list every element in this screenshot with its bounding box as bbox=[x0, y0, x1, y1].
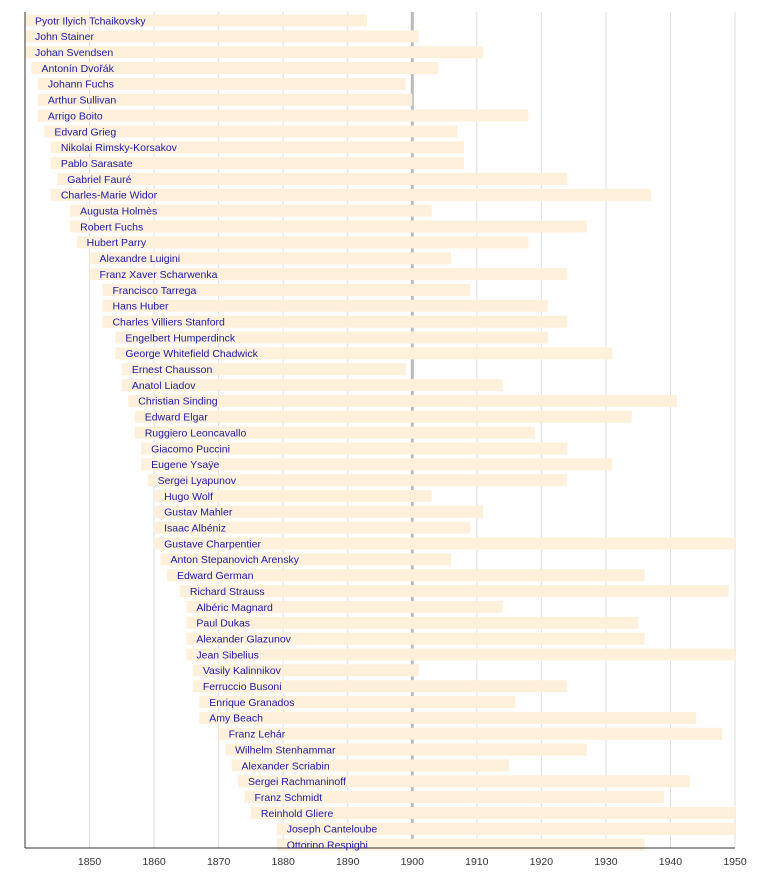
lifespan-bar bbox=[199, 712, 696, 724]
x-tick-label: 1900 bbox=[400, 856, 424, 868]
composer-name-label[interactable]: Antonín Dvořák bbox=[41, 62, 114, 75]
x-axis-tick-labels bbox=[78, 856, 747, 868]
composer-name-label[interactable]: Gustave Charpentier bbox=[164, 538, 261, 551]
composer-name-label[interactable]: Pyotr Ilyich Tchaikovsky bbox=[35, 15, 146, 28]
x-tick-label: 1890 bbox=[336, 856, 360, 868]
composer-name-label[interactable]: Reinhold Gliere bbox=[260, 807, 334, 820]
composer-name-label[interactable]: John Stainer bbox=[35, 31, 94, 44]
composer-name-label[interactable]: Pablo Sarasate bbox=[60, 157, 133, 170]
lifespan-bar bbox=[102, 300, 547, 312]
lifespan-bar bbox=[70, 221, 586, 233]
composer-name-label[interactable]: Gabriel Fauré bbox=[67, 173, 132, 186]
lifespan-bar bbox=[186, 649, 735, 661]
composer-name-label[interactable]: Charles-Marie Widor bbox=[60, 189, 158, 202]
composer-name-label[interactable]: Franz Xaver Scharwenka bbox=[99, 268, 218, 281]
composer-name-label[interactable]: Anatol Liadov bbox=[131, 379, 196, 392]
x-tick-label: 1870 bbox=[206, 856, 231, 868]
x-tick-label: 1850 bbox=[77, 856, 102, 868]
composer-name-label[interactable]: Franz Schmidt bbox=[254, 791, 323, 804]
composer-name-label[interactable]: Hubert Parry bbox=[86, 237, 147, 250]
composer-name-label[interactable]: Jean Sibelius bbox=[196, 649, 259, 662]
composer-name-label[interactable]: Alexandre Luigini bbox=[99, 253, 181, 266]
composer-name-label[interactable]: Ernest Chausson bbox=[131, 364, 213, 376]
composer-name-label[interactable]: Anton Stepanovich Arensky bbox=[170, 554, 299, 567]
lifespan-bar bbox=[135, 411, 632, 423]
composer-name-label[interactable]: Edward Elgar bbox=[144, 411, 208, 424]
composer-name-label[interactable]: Gustav Mahler bbox=[164, 506, 233, 519]
composer-name-label[interactable]: Ruggiero Leoncavallo bbox=[144, 427, 247, 440]
composer-name-label[interactable]: George Whitefield Chadwick bbox=[125, 348, 258, 361]
composer-name-label[interactable]: Vasily Kalinnikov bbox=[202, 665, 281, 678]
composer-name-label[interactable]: Ferruccio Busoni bbox=[202, 681, 282, 693]
composer-name-label[interactable]: Arthur Sullivan bbox=[47, 94, 117, 107]
x-tick-label: 1880 bbox=[271, 856, 295, 868]
x-tick-label: 1860 bbox=[142, 856, 166, 868]
composer-name-label[interactable]: Edward German bbox=[177, 570, 254, 583]
composer-name-label[interactable]: Wilhelm Stenhammar bbox=[235, 744, 336, 757]
lifespan-bar bbox=[38, 110, 529, 122]
composer-name-label[interactable]: Augusta Holmès bbox=[80, 205, 158, 218]
lifespan-bar bbox=[186, 617, 638, 629]
composer-name-label[interactable]: Arrigo Boito bbox=[47, 110, 103, 123]
composer-name-label[interactable]: Hans Huber bbox=[112, 300, 169, 313]
composer-name-label[interactable]: Franz Lehár bbox=[228, 728, 286, 741]
composer-name-label[interactable]: Hugo Wolf bbox=[164, 490, 213, 503]
x-tick-label: 1920 bbox=[529, 856, 554, 868]
composer-name-label[interactable]: Edvard Grieg bbox=[54, 126, 117, 139]
composer-name-label[interactable]: Robert Fuchs bbox=[80, 221, 144, 234]
composer-name-label[interactable]: Paul Dukas bbox=[196, 617, 251, 630]
composer-name-label[interactable]: Albéric Magnard bbox=[196, 601, 273, 614]
composer-name-label[interactable]: Alexander Glazunov bbox=[196, 633, 291, 646]
x-tick-label: 1930 bbox=[594, 856, 618, 868]
composer-name-label[interactable]: Charles Villiers Stanford bbox=[112, 316, 225, 329]
composer-name-label[interactable]: Engelbert Humperdinck bbox=[125, 332, 236, 345]
lifespan-bar bbox=[57, 173, 567, 185]
composer-name-label[interactable]: Christian Sinding bbox=[138, 395, 218, 408]
composer-name-label[interactable]: Enrique Granados bbox=[209, 696, 295, 709]
composer-name-label[interactable]: Sergei Lyapunov bbox=[157, 474, 237, 487]
composer-name-label[interactable]: Giacomo Puccini bbox=[151, 443, 230, 456]
lifespan-bars bbox=[25, 15, 735, 851]
x-tick-label: 1910 bbox=[465, 856, 489, 868]
composer-name-label[interactable]: Sergei Rachmaninoff bbox=[248, 776, 346, 789]
composer-name-label[interactable]: Johan Svendsen bbox=[35, 47, 114, 59]
composer-name-label[interactable]: Amy Beach bbox=[209, 712, 263, 725]
composer-name-label[interactable]: Eugene Ysaÿe bbox=[151, 459, 220, 472]
composer-name-label[interactable]: Francisco Tarrega bbox=[112, 284, 197, 297]
composer-name-label[interactable]: Ottorino Respighi bbox=[286, 839, 368, 852]
composer-name-label[interactable]: Nikolai Rimsky-Korsakov bbox=[60, 142, 177, 155]
composer-name-label[interactable]: Johann Fuchs bbox=[47, 78, 114, 91]
x-tick-label: 1940 bbox=[658, 856, 683, 868]
composer-name-label[interactable]: Alexander Scriabin bbox=[241, 760, 330, 773]
composer-name-label[interactable]: Richard Strauss bbox=[189, 585, 265, 598]
composer-name-label[interactable]: Joseph Canteloube bbox=[286, 823, 378, 836]
composer-name-label[interactable]: Isaac Albéniz bbox=[164, 522, 226, 535]
lifespan-bar bbox=[219, 728, 722, 740]
x-tick-label: 1950 bbox=[723, 856, 747, 868]
